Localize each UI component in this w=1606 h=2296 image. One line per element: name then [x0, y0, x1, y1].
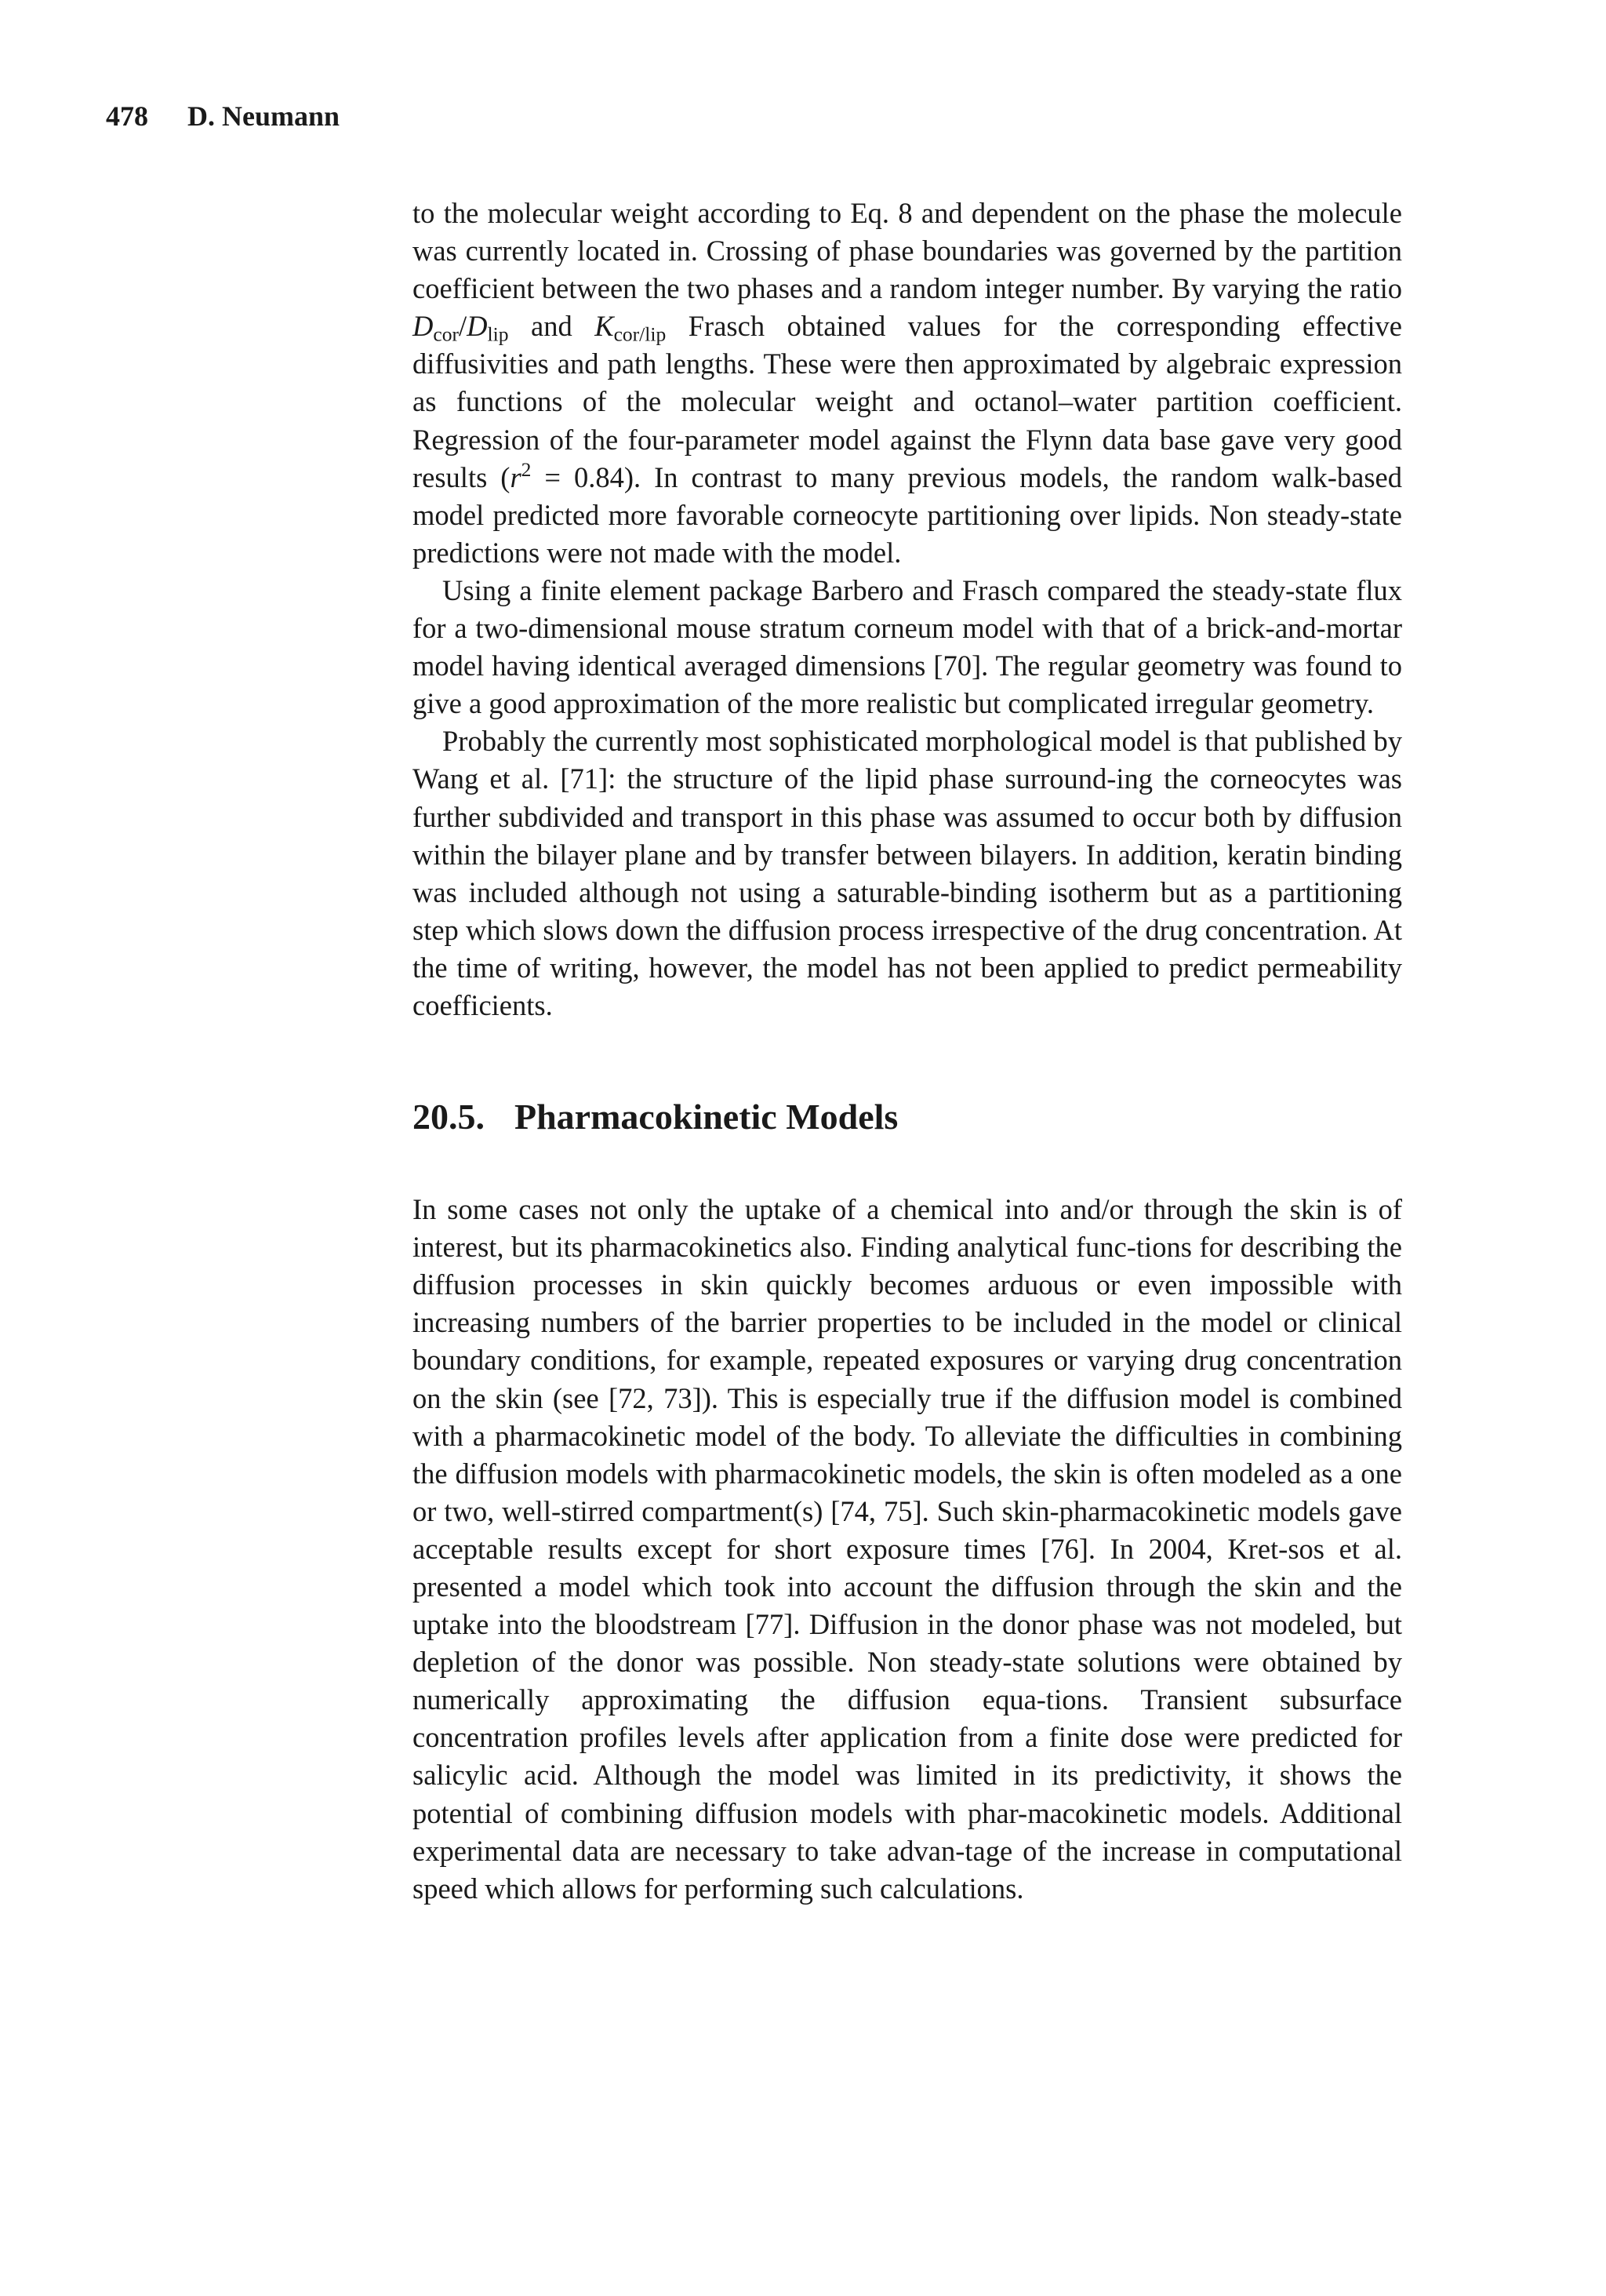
math-symbol: r [510, 460, 521, 493]
paragraph-finite-element: Using a finite element package Barbero and Frasch compared the steady-state flux for a two-dimensional mouse stratum corneum model with that of a brick-and-mortar model having identical averaged dimensions [70]. The regular geometry was found to give a good approximation of the more realistic but complicated irregular geometry. [412, 573, 1402, 720]
math-symbol: D [412, 310, 434, 343]
paragraph-text: and [508, 310, 595, 343]
paragraph-morphological-model: Probably the currently most sophisticated morphological model is that published by Wang et al. [71]: the structure of the lipid phase surround-ing the corneocytes was further subdivided and transport in this phase was assumed to occur both by diffusion within the bilayer plane and by transfer between bilayers. In addition, keratin binding was included although not using a saturable-binding isotherm but as a partitioning step which slows down the diffusion process irrespective of the drug concentration. At the time of writing, however, the model has not been applied to predict permeability coefficients. [412, 725, 1402, 1021]
math-operator: / [458, 310, 467, 343]
math-subscript: cor/lip [613, 322, 667, 346]
section-number: 20.5. [412, 1097, 485, 1137]
author-name: D. Neumann [187, 100, 340, 132]
running-head [106, 97, 340, 135]
paragraph-text: to the molecular weight according to Eq. 8 and dependent on the phase the molecule was currently located in. Crossing of phase boundaries was governed by the partition coefficient between the two phases and a random integer number. By varying the ratio [412, 197, 1402, 305]
section-title: Pharmacokinetic Models [514, 1097, 899, 1137]
section-heading [412, 1095, 1402, 1139]
math-superscript: 2 [521, 457, 532, 481]
math-subscript: cor [433, 322, 459, 346]
math-symbol: D [467, 310, 488, 343]
paragraph-text: Frasch obtained values for the corresponding effective diffusivities and path lengths. These were then approximated by algebraic expression as functions of the molecular weight and octanol–water partition coefficient. Regression of the four-parameter model against the Flynn data base gave very good results ( [412, 310, 1402, 493]
paragraph-pharmacokinetic: In some cases not only the uptake of a chemical into and/or through the skin is of interest, but its pharmacokinetics also. Finding analytical func-tions for describing the diffusion processes in skin quickly becomes arduous or even impossible with increasing numbers of the barrier properties to be included in the model or clinical boundary conditions, for example, repeated exposures or varying drug concentration on the skin (see [72, 73]). This is especially true if the diffusion model is combined with a pharmacokinetic model of the body. To alleviate the difficulties in combining the diffusion models with pharmacokinetic models, the skin is often modeled as a one or two, well-stirred compartment(s) [74, 75]. Such skin-pharmacokinetic models gave acceptable results except for short exposure times [76]. In 2004, Kret-sos et al. presented a model which took into account the diffusion through the skin and the uptake into the bloodstream [77]. Diffusion in the donor phase was not modeled, but depletion of the donor was possible. Non steady-state solutions were obtained by numerically approximating the diffusion equa-tions. Transient subsurface concentration profiles levels after application from a finite dose were predicted for salicylic acid. Although the model was limited in its predictivity, it shows the potential of combining diffusion models with phar-macokinetic models. Additional experimental data are necessary to take advan-tage of the increase in computational speed which allows for performing such calculations. [412, 1193, 1402, 1905]
paragraph-continued [412, 195, 1402, 572]
paragraph-text: = 0.84). In contrast to many previous models, the random walk-based model predicted more favorable corneocyte partitioning over lipids. Non steady-state predictions were not made with the model. [412, 460, 1402, 569]
math-symbol: K [594, 310, 614, 343]
page-number: 478 [106, 100, 148, 132]
math-subscript: lip [487, 322, 509, 346]
main-text-column [412, 195, 1402, 1908]
